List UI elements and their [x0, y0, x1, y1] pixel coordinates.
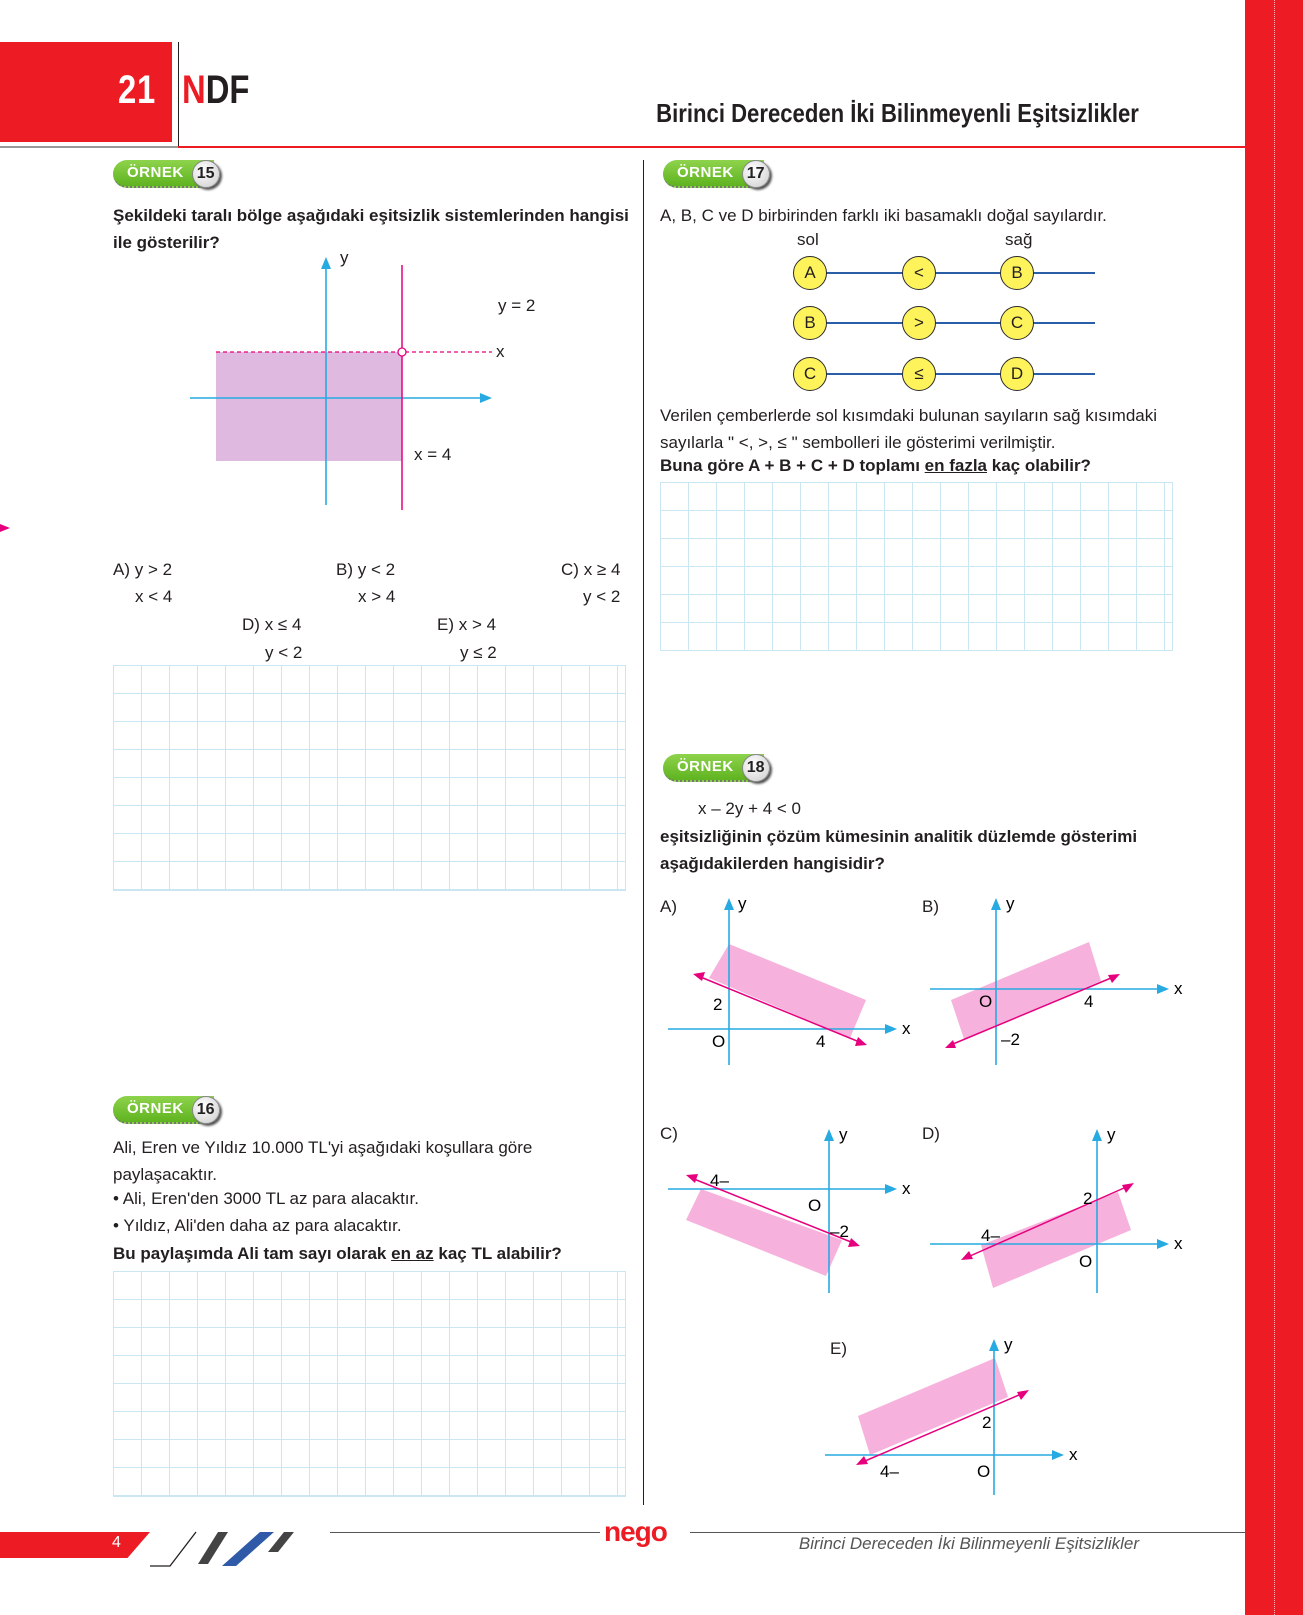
- svg-text:4: 4: [816, 1032, 826, 1051]
- bullet-text: Yıldız, Ali'den daha az para alacaktır.: [123, 1216, 402, 1235]
- arrow-icon: [1157, 1239, 1169, 1249]
- svg-text:x: x: [1069, 1445, 1078, 1464]
- example-16-intro: Ali, Eren ve Yıldız 10.000 TL'yi aşağıdaki koşullara göre paylaşacaktır.: [113, 1138, 533, 1184]
- question-text: Bu paylaşımda Ali tam sayı olarak: [113, 1244, 392, 1263]
- badge-label: ÖRNEK: [113, 1096, 214, 1124]
- graph-option-c-letter[interactable]: C): [660, 1124, 678, 1143]
- example-16-question: [113, 1240, 562, 1267]
- arrow-icon: [1052, 1450, 1064, 1460]
- arrow-icon: [885, 1024, 897, 1034]
- example-16-bullet-1: • Ali, Eren'den 3000 TL az para alacaktır.: [113, 1189, 419, 1208]
- svg-text:O: O: [1079, 1252, 1093, 1271]
- option-letter: E): [437, 615, 454, 634]
- graph-option-b[interactable]: [915, 880, 1185, 1070]
- y-axis-label: y: [340, 248, 349, 267]
- graph-option-a-letter[interactable]: A): [660, 897, 677, 916]
- example-18-inequality: x – 2y + 4 < 0: [698, 799, 802, 818]
- option-letter: A): [113, 560, 130, 579]
- option-d[interactable]: [242, 611, 301, 638]
- header-rule: [0, 146, 1245, 148]
- option-line1: x ≤ 4: [264, 615, 302, 634]
- graph-option-e[interactable]: [810, 1315, 1090, 1495]
- option-line1: y < 2: [357, 560, 396, 579]
- example-15-work-grid[interactable]: [113, 665, 626, 891]
- circle-left: A: [793, 256, 827, 290]
- example-17-intro: A, B, C ve D birbirinden farklı iki basamaklı doğal sayılardır.: [660, 206, 1107, 225]
- question-text: kaç olabilir?: [987, 456, 1091, 475]
- right-edge-dots: [1274, 0, 1275, 1615]
- circle-symbol: >: [902, 306, 936, 340]
- svg-text:O: O: [977, 1462, 991, 1481]
- option-line1: x > 4: [458, 615, 497, 634]
- svg-text:2: 2: [982, 1413, 992, 1432]
- svg-text:x: x: [1174, 1234, 1183, 1253]
- line-x-label: x = 4: [414, 445, 452, 464]
- graph-option-d[interactable]: [915, 1105, 1185, 1295]
- svg-text:O: O: [712, 1032, 726, 1051]
- badge-number: 18: [742, 754, 770, 782]
- left-label: sol: [797, 230, 819, 249]
- header-rule-left: [0, 146, 178, 148]
- column-divider: [643, 160, 644, 1505]
- page-title: Birinci Dereceden İki Bilinmeyenli Eşitsizlikler: [656, 98, 1139, 128]
- footer-rule-right: [690, 1532, 1245, 1533]
- y-axis-arrow-icon: [321, 257, 331, 269]
- option-line1: y > 2: [134, 560, 173, 579]
- right-label: sağ: [1005, 230, 1033, 249]
- arrow-icon: [945, 1040, 956, 1048]
- example-15-figure: [180, 245, 540, 515]
- shaded-region: [216, 352, 402, 461]
- question-text: kaç TL alabilir?: [433, 1244, 562, 1263]
- book-code-initial: N: [182, 68, 206, 112]
- emphasis-text: en az: [391, 1244, 434, 1263]
- footer-stripes: [150, 1528, 320, 1568]
- arrow-icon: [1157, 984, 1169, 994]
- connector-line: [825, 373, 1095, 375]
- circle-left: C: [793, 357, 827, 391]
- arrow-icon: [1108, 974, 1120, 983]
- svg-text:2: 2: [1083, 1189, 1093, 1208]
- circle-right: B: [1000, 256, 1034, 290]
- option-letter: C): [561, 560, 579, 579]
- svg-text:4–: 4–: [710, 1171, 729, 1190]
- graph-option-b-letter[interactable]: B): [922, 897, 939, 916]
- option-e[interactable]: [437, 611, 496, 638]
- arrow-icon: [1017, 1390, 1029, 1400]
- svg-text:2: 2: [713, 995, 723, 1014]
- option-d-line2: y < 2: [265, 643, 303, 662]
- svg-text:y: y: [1107, 1125, 1116, 1144]
- graph-option-c[interactable]: [650, 1105, 920, 1295]
- option-letter: B): [336, 560, 353, 579]
- arrow-icon: [848, 1238, 860, 1247]
- arrow-icon: [855, 1037, 867, 1046]
- example-15-question: Şekildeki taralı bölge aşağıdaki eşitsizlik sistemlerinden hangisi ile gösterilir?: [113, 206, 629, 252]
- arrow-icon: [856, 1456, 868, 1465]
- arrow-icon: [991, 898, 1001, 910]
- example-17-work-grid[interactable]: [660, 482, 1173, 651]
- emphasis-text: en fazla: [924, 456, 988, 475]
- option-a-line2: x < 4: [135, 587, 173, 606]
- option-c-line2: y < 2: [583, 587, 621, 606]
- option-a[interactable]: [113, 556, 172, 583]
- publisher-logo: nego: [604, 1516, 667, 1547]
- svg-text:4: 4: [1084, 992, 1094, 1011]
- badge-label: ÖRNEK: [113, 160, 214, 188]
- svg-text:4–: 4–: [981, 1226, 1000, 1245]
- arrow-icon: [693, 972, 705, 981]
- badge-number: 17: [742, 160, 770, 188]
- example-16-bullet-2: • Yıldız, Ali'den daha az para alacaktır.: [113, 1216, 402, 1235]
- book-code-rest: DF: [205, 68, 250, 112]
- svg-text:O: O: [979, 992, 993, 1011]
- arrow-icon: [989, 1339, 999, 1351]
- bullet-text: Ali, Eren'den 3000 TL az para alacaktır.: [122, 1189, 419, 1208]
- book-code: [182, 68, 249, 113]
- svg-text:4–: 4–: [880, 1462, 899, 1481]
- connector-line: [825, 272, 1095, 274]
- option-b-line2: x > 4: [358, 587, 396, 606]
- svg-text:y: y: [1006, 894, 1015, 913]
- circle-symbol: <: [902, 256, 936, 290]
- svg-text:y: y: [839, 1125, 848, 1144]
- arrow-icon: [1092, 1129, 1102, 1141]
- page-number: 4: [112, 1534, 121, 1551]
- question-text: Buna göre A + B + C + D toplamı: [660, 456, 925, 475]
- arrow-icon: [724, 898, 734, 910]
- example-17-question: [660, 452, 1091, 479]
- option-e-line2: y ≤ 2: [460, 643, 497, 662]
- svg-text:y: y: [738, 894, 747, 913]
- arrow-icon: [1122, 1183, 1134, 1193]
- example-17-description: Verilen çemberlerde sol kısımdaki bulunan sayıların sağ kısımdaki sayılarla " <, >, ≤ " sembolleri ile gösterimi verilmiştir.: [660, 406, 1158, 452]
- example-16-work-grid[interactable]: [113, 1271, 626, 1497]
- x-axis-label: x: [496, 342, 505, 361]
- badge-number: 16: [192, 1096, 220, 1124]
- header-divider: [178, 42, 179, 146]
- svg-text:y: y: [1004, 1335, 1013, 1354]
- option-b[interactable]: [336, 556, 395, 583]
- example-18-badge: [663, 753, 770, 783]
- badge-label: ÖRNEK: [663, 160, 764, 188]
- graph-option-a[interactable]: [650, 880, 920, 1070]
- circle-right: C: [1000, 306, 1034, 340]
- footer-title: Birinci Dereceden İki Bilinmeyenli Eşitsizlikler: [798, 1534, 1139, 1553]
- margin-arrow-icon: [0, 522, 14, 534]
- open-point: [398, 348, 406, 356]
- example-15-badge: [113, 159, 220, 189]
- graph-option-d-letter[interactable]: D): [922, 1124, 940, 1143]
- page-number-tab: [0, 1532, 150, 1558]
- svg-text:–2: –2: [1001, 1030, 1020, 1049]
- svg-text:–2: –2: [830, 1222, 849, 1241]
- x-axis-arrow-icon: [480, 393, 492, 403]
- line-y-label: y = 2: [498, 296, 536, 315]
- option-letter: D): [242, 615, 260, 634]
- graph-option-e-letter[interactable]: E): [830, 1339, 847, 1358]
- circle-left: B: [793, 306, 827, 340]
- arrow-icon: [824, 1129, 834, 1141]
- svg-text:x: x: [1174, 979, 1183, 998]
- connector-line: [825, 322, 1095, 324]
- badge-label: ÖRNEK: [663, 754, 764, 782]
- example-18-question: eşitsizliğinin çözüm kümesinin analitik düzlemde gösterimi aşağıdakilerden hangisidir?: [660, 827, 1138, 873]
- badge-number: 15: [192, 160, 220, 188]
- chapter-number: 21: [118, 68, 157, 112]
- example-17-badge: [663, 159, 770, 189]
- svg-text:x: x: [902, 1179, 911, 1198]
- option-line1: x ≥ 4: [583, 560, 621, 579]
- arrow-icon: [885, 1184, 897, 1194]
- option-c[interactable]: [561, 556, 620, 583]
- svg-text:O: O: [808, 1196, 822, 1215]
- arrow-icon: [686, 1174, 698, 1183]
- arrow-icon: [961, 1251, 973, 1260]
- footer-rule-left: [330, 1532, 600, 1533]
- example-16-badge: [113, 1095, 220, 1125]
- circle-symbol: ≤: [902, 357, 936, 391]
- circle-right: D: [1000, 357, 1034, 391]
- svg-text:x: x: [902, 1019, 911, 1038]
